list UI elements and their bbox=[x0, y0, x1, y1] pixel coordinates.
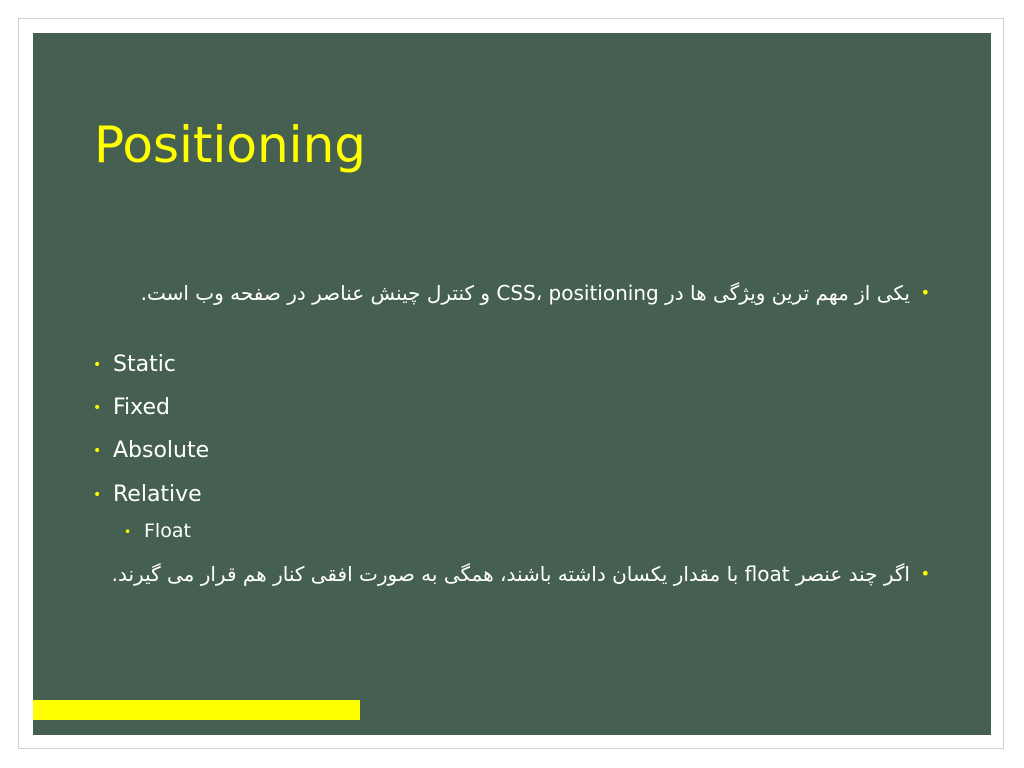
bullet-dot: • bbox=[124, 524, 132, 539]
rtl-bullet-paragraph bbox=[131, 277, 930, 309]
bullet-dot: • bbox=[93, 400, 102, 416]
accent-bar bbox=[33, 700, 360, 720]
bullet-dot: • bbox=[93, 443, 102, 459]
bullet-dot: • bbox=[93, 357, 102, 373]
bullet-dot: • bbox=[93, 487, 102, 503]
rtl-bullet-paragraph bbox=[95, 558, 930, 590]
list-item-fixed bbox=[93, 393, 170, 423]
list-item-label: Static bbox=[113, 352, 176, 377]
list-item-static bbox=[93, 350, 176, 380]
paragraph-text: اگر چند عنصر float با مقدار یکسان داشته باشند، همگی به صورت افقی کنار هم قرار می گیرند. bbox=[111, 562, 910, 586]
list-item-label: Absolute bbox=[113, 438, 210, 463]
list-item-label: Relative bbox=[113, 482, 202, 507]
list-item-label: Fixed bbox=[113, 395, 171, 420]
list-item-relative bbox=[93, 480, 202, 510]
sub-item-label: Float bbox=[144, 520, 191, 542]
bullet-dot: • bbox=[920, 564, 930, 583]
paragraph-text: یکی از مهم ترین ویژگی ها در CSS، positioning و کنترل چینش عناصر در صفحه وب است. bbox=[140, 281, 910, 305]
list-item-absolute bbox=[93, 436, 209, 466]
bullet-dot: • bbox=[920, 283, 930, 302]
sub-item-float bbox=[124, 518, 191, 545]
slide bbox=[33, 33, 991, 735]
slide-title: Positioning bbox=[94, 116, 366, 174]
